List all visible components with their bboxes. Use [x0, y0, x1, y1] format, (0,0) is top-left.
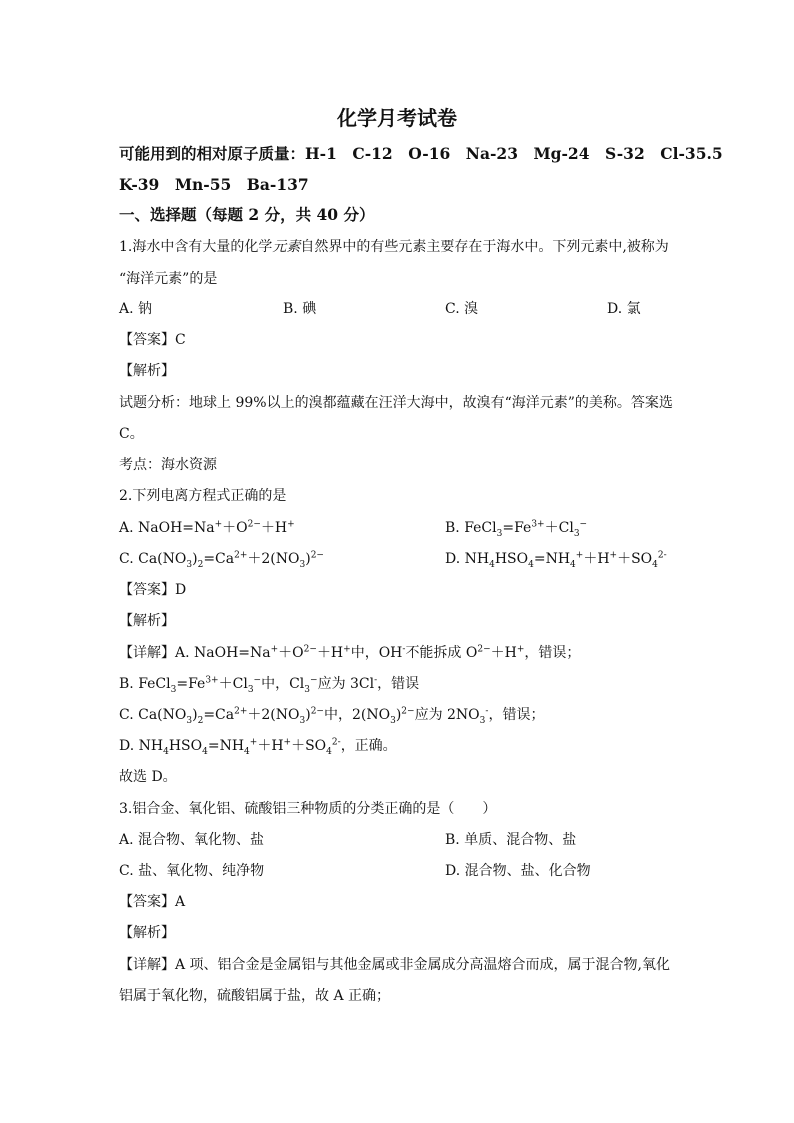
q1-stem-a: 1.海水中含有大量的化学 [119, 239, 273, 255]
q1-analysis-line-2: C。 [119, 426, 144, 442]
q1-option-d: D. 氯 [607, 301, 641, 317]
q2-option-d: D. $NH_4HSO_4=NH_4^++H^++SO_4^{2-}$ [445, 550, 667, 570]
q2-conclusion: 故选 D。 [119, 769, 177, 785]
q1-option-c: C. 溴 [445, 301, 479, 317]
q2-detail-b: B. $FeCl_3=Fe^{3+}+Cl_3^-$中，$Cl_3^-$应为 3Cl-，错误 [119, 675, 420, 695]
q1-stem [119, 238, 669, 256]
q3-option-b: B. 单质、混合物、盐 [445, 832, 577, 848]
q2-analysis-label: 【解析】 [119, 613, 175, 629]
q3-option-d: D. 混合物、盐、化合物 [445, 863, 591, 879]
atomic-masses-line-1: 可能用到的相对原子质量：H-1 C-12 O-16 Na-23 Mg-24 S-32 Cl-35.5 [119, 144, 723, 163]
q1-analysis-label: 【解析】 [119, 363, 175, 379]
q3-detail-line-2: 铝属于氧化物，硫酸铝属于盐，故 A 正确； [119, 988, 391, 1004]
q2-option-c: C. $Ca(NO_3)_2=Ca^{2+}+2(NO_3)^{2-}$ [119, 550, 324, 570]
q1-point: 考点：海水资源 [119, 457, 217, 473]
q2-stem: 2.下列电离方程式正确的是 [119, 488, 287, 504]
q3-option-a: A. 混合物、氧化物、盐 [119, 832, 265, 848]
atomic-masses-line-2: K-39 Mn-55 Ba-137 [119, 175, 309, 194]
q1-stem-b: 自然界中的有些元素主要存在于海水中。下列元素中,被称为 [300, 239, 669, 255]
q3-detail-line-1: 【详解】A 项、铝合金是金属铝与其他金属或非金属成分高温熔合而成，属于混合物,氧化 [119, 957, 671, 973]
q3-answer: 【答案】A [119, 894, 186, 910]
q2-answer: 【答案】D [119, 582, 187, 598]
q3-analysis-label: 【解析】 [119, 925, 175, 941]
page-title: 化学月考试卷 [337, 106, 457, 130]
q1-analysis-line-1: 试题分析：地球上 99%以上的溴都蕴藏在汪洋大海中，故溴有“海洋元素”的美称。答案选 [119, 395, 673, 411]
q2-detail-d: D. $NH_4HSO_4=NH_4^++H^++SO_4^{2-}$，正确。 [119, 737, 397, 757]
q2-detail-label: 【详解】 [119, 645, 175, 661]
q3-option-c: C. 盐、氧化物、纯净物 [119, 863, 265, 879]
q1-stem-italic: 元素 [272, 239, 301, 255]
q1-option-a: A. 钠 [119, 301, 153, 317]
q1-answer: 【答案】C [119, 332, 186, 348]
q3-stem: 3.铝合金、氧化铝、硫酸铝三种物质的分类正确的是（ ） [119, 801, 497, 817]
q2-detail-a: 【详解】A. $NaOH=Na^++O^{2-}+H^+$中，OH-不能拆成 $O^{2-}+H^+$，错误； [119, 644, 581, 661]
q1-option-b: B. 碘 [283, 301, 317, 317]
q1-stem-line-2: “海洋元素”的是 [119, 271, 218, 287]
section-heading: 一、选择题（每题 2 分，共 40 分） [119, 205, 375, 224]
q2-detail-c: C. $Ca(NO_3)_2=Ca^{2+}+2(NO_3)^{2-}$中，$2(NO_3)^{2-}$应为 $2NO_3^-$，错误； [119, 706, 545, 726]
q2-option-a: A. $NaOH=Na^++O^{2-}+H^+$ [119, 519, 295, 536]
q2-option-b: B. $FeCl_3=Fe^{3+}+Cl_3^-$ [445, 519, 588, 539]
